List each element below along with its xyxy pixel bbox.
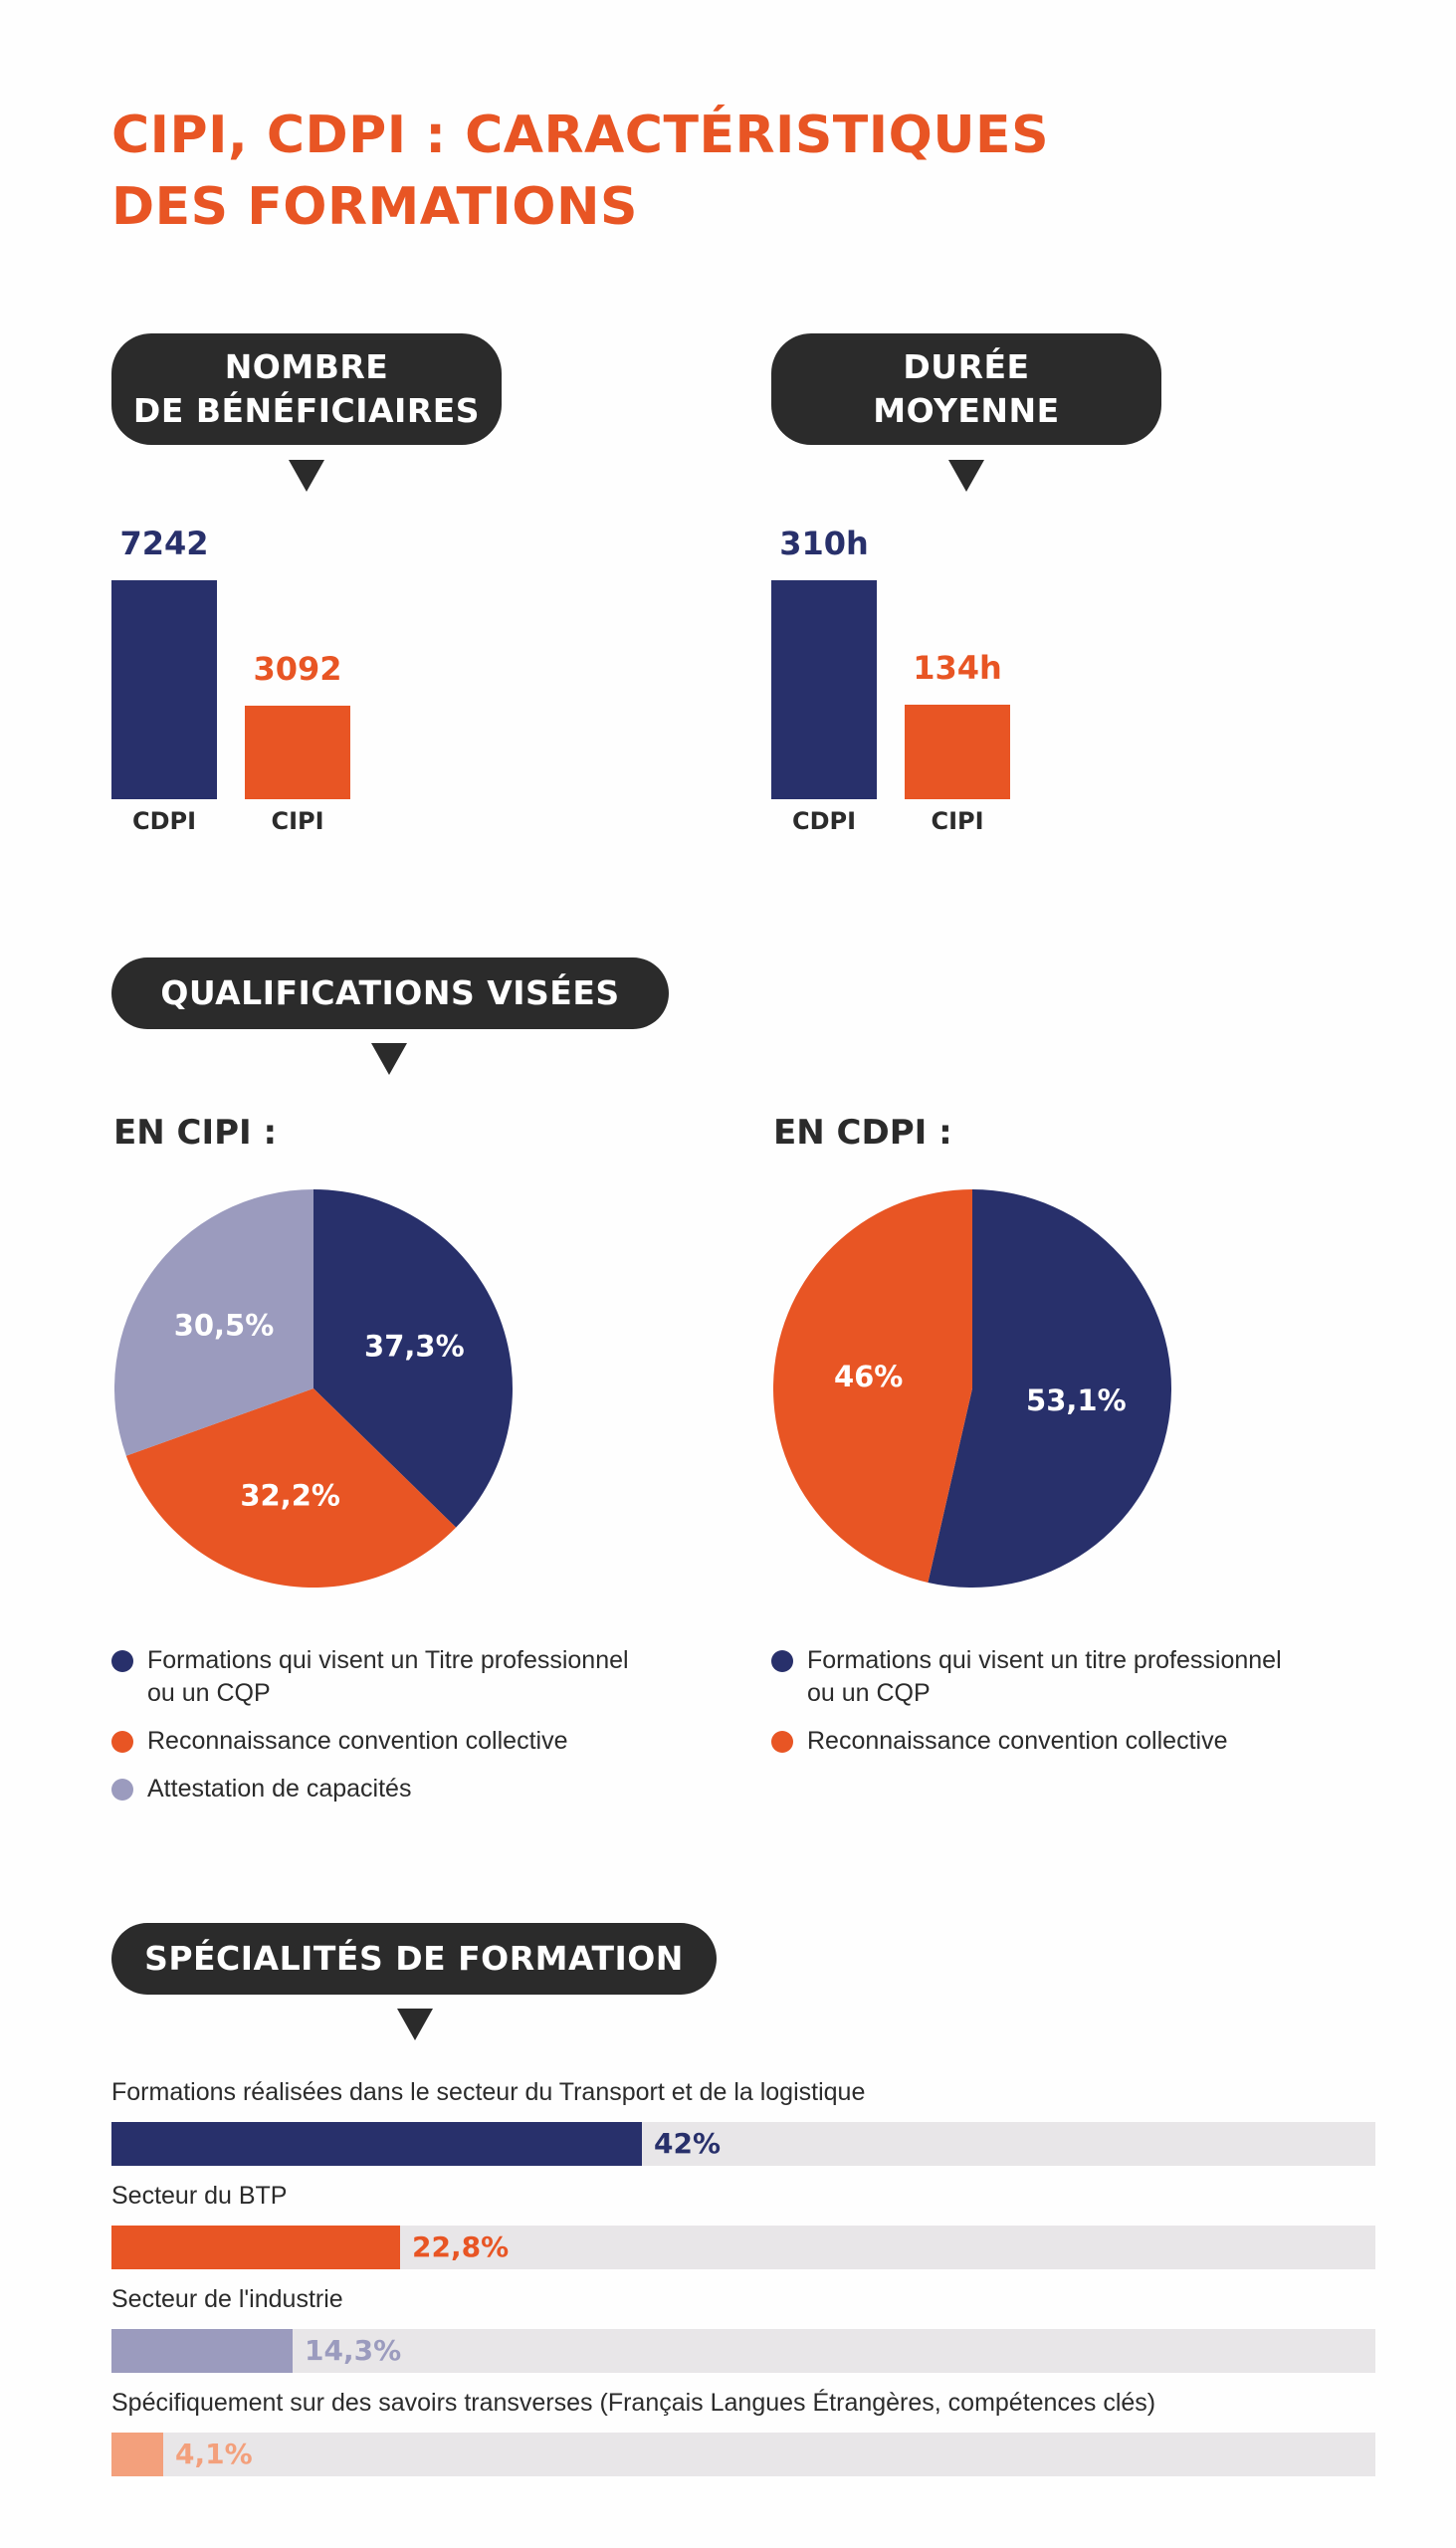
qualifications-pill <box>111 957 669 1029</box>
specialites-pointer-icon <box>397 2009 433 2040</box>
beneficiaires-pill <box>111 333 502 445</box>
duree-pill-line-2: MOYENNE <box>873 391 1060 430</box>
specialite-fill <box>111 2329 293 2373</box>
duree-pointer-icon <box>948 460 984 492</box>
bar-cdpi <box>771 580 877 799</box>
legend-dot-icon <box>111 1779 133 1801</box>
specialites-pill <box>111 1923 717 1995</box>
specialites-pill-label: SPÉCIALITÉS DE FORMATION <box>144 1939 684 1978</box>
specialite-label: Secteur du BTP <box>111 2182 288 2210</box>
beneficiaires-pointer-icon <box>289 460 324 492</box>
legend-label <box>807 1725 1227 1758</box>
legend-item <box>771 1644 1408 1710</box>
legend-item <box>771 1725 1408 1758</box>
page-title <box>111 100 1206 243</box>
beneficiaires-pill-line-2: DE BÉNÉFICIAIRES <box>132 391 481 430</box>
legend-dot-icon <box>111 1731 133 1753</box>
legend-label-line: ou un CQP <box>147 1679 271 1707</box>
legend-label-line: Reconnaissance convention collective <box>807 1727 1228 1755</box>
specialite-fill <box>111 2122 642 2166</box>
legend-label <box>147 1725 567 1758</box>
legend-label <box>807 1644 1282 1710</box>
specialite-value-label: 22,8% <box>412 2230 510 2263</box>
legend-dot-icon <box>111 1650 133 1672</box>
specialite-label: Spécifiquement sur des savoirs transverses (Français Langues Étrangères, compétences clés) <box>111 2389 1156 2417</box>
cdpi-pie-heading: EN CDPI : <box>773 1113 952 1153</box>
legend-dot-icon <box>771 1650 793 1672</box>
legend-label <box>147 1773 411 1805</box>
legend-label-line: ou un CQP <box>807 1679 931 1707</box>
specialites-bar-chart <box>111 2078 1375 2496</box>
beneficiaires-bar-chart <box>111 518 410 846</box>
specialite-fill <box>111 2433 163 2476</box>
specialite-label: Secteur de l'industrie <box>111 2285 343 2313</box>
legend-label-line: Formations qui visent un Titre professionnel <box>147 1646 629 1674</box>
bar-cipi <box>905 705 1010 799</box>
specialite-track <box>111 2329 1375 2373</box>
legend-dot-icon <box>771 1731 793 1753</box>
bar-value-label: 3092 <box>253 650 342 688</box>
bar-category-label: CIPI <box>271 807 324 835</box>
bar-category-label: CDPI <box>791 807 857 835</box>
pie-slice-label: 46% <box>833 1360 904 1394</box>
legend-item <box>111 1773 728 1805</box>
specialite-fill <box>111 2226 400 2269</box>
specialite-value-label: 42% <box>654 2127 722 2160</box>
specialite-value-label: 14,3% <box>305 2334 402 2367</box>
qualifications-pointer-icon <box>371 1043 407 1075</box>
bar-category-label: CDPI <box>131 807 197 835</box>
specialite-label: Formations réalisées dans le secteur du Transport et de la logistique <box>111 2078 866 2106</box>
duree-pill <box>771 333 1161 445</box>
qualifications-pill-label: QUALIFICATIONS VISÉES <box>160 973 620 1012</box>
bar-cdpi <box>111 580 217 799</box>
legend-label-line: Attestation de capacités <box>147 1775 412 1803</box>
legend-label <box>147 1644 629 1710</box>
cipi-pie-heading: EN CIPI : <box>113 1113 278 1153</box>
specialite-track <box>111 2122 1375 2166</box>
duree-pill-line-1: DURÉE <box>903 347 1030 386</box>
specialite-value-label: 4,1% <box>175 2438 253 2470</box>
legend-label-line: Reconnaissance convention collective <box>147 1727 568 1755</box>
cipi-pie-chart <box>109 1184 518 1592</box>
pie-slice-label: 37,3% <box>364 1329 465 1364</box>
bar-cipi <box>245 706 350 799</box>
page-title-line-2: DES FORMATIONS <box>111 177 638 237</box>
beneficiaires-pill-line-1: NOMBRE <box>224 347 389 386</box>
pie-slice-label: 30,5% <box>173 1308 275 1343</box>
duree-bar-chart <box>771 518 1070 846</box>
page-title-line-1: CIPI, CDPI : CARACTÉRISTIQUES <box>111 106 1050 165</box>
legend-item <box>111 1644 728 1710</box>
specialite-track <box>111 2433 1375 2476</box>
bar-value-label: 310h <box>779 525 869 562</box>
cdpi-legend <box>771 1644 1408 1773</box>
specialite-track <box>111 2226 1375 2269</box>
legend-item <box>111 1725 728 1758</box>
bar-category-label: CIPI <box>931 807 984 835</box>
bar-value-label: 134h <box>913 649 1002 687</box>
cdpi-pie-chart <box>768 1184 1176 1592</box>
cipi-legend <box>111 1644 728 1820</box>
legend-label-line: Formations qui visent un titre professionnel <box>807 1646 1282 1674</box>
pie-slice-label: 53,1% <box>1026 1382 1127 1417</box>
bar-value-label: 7242 <box>119 525 209 562</box>
pie-slice-label: 32,2% <box>240 1478 340 1513</box>
